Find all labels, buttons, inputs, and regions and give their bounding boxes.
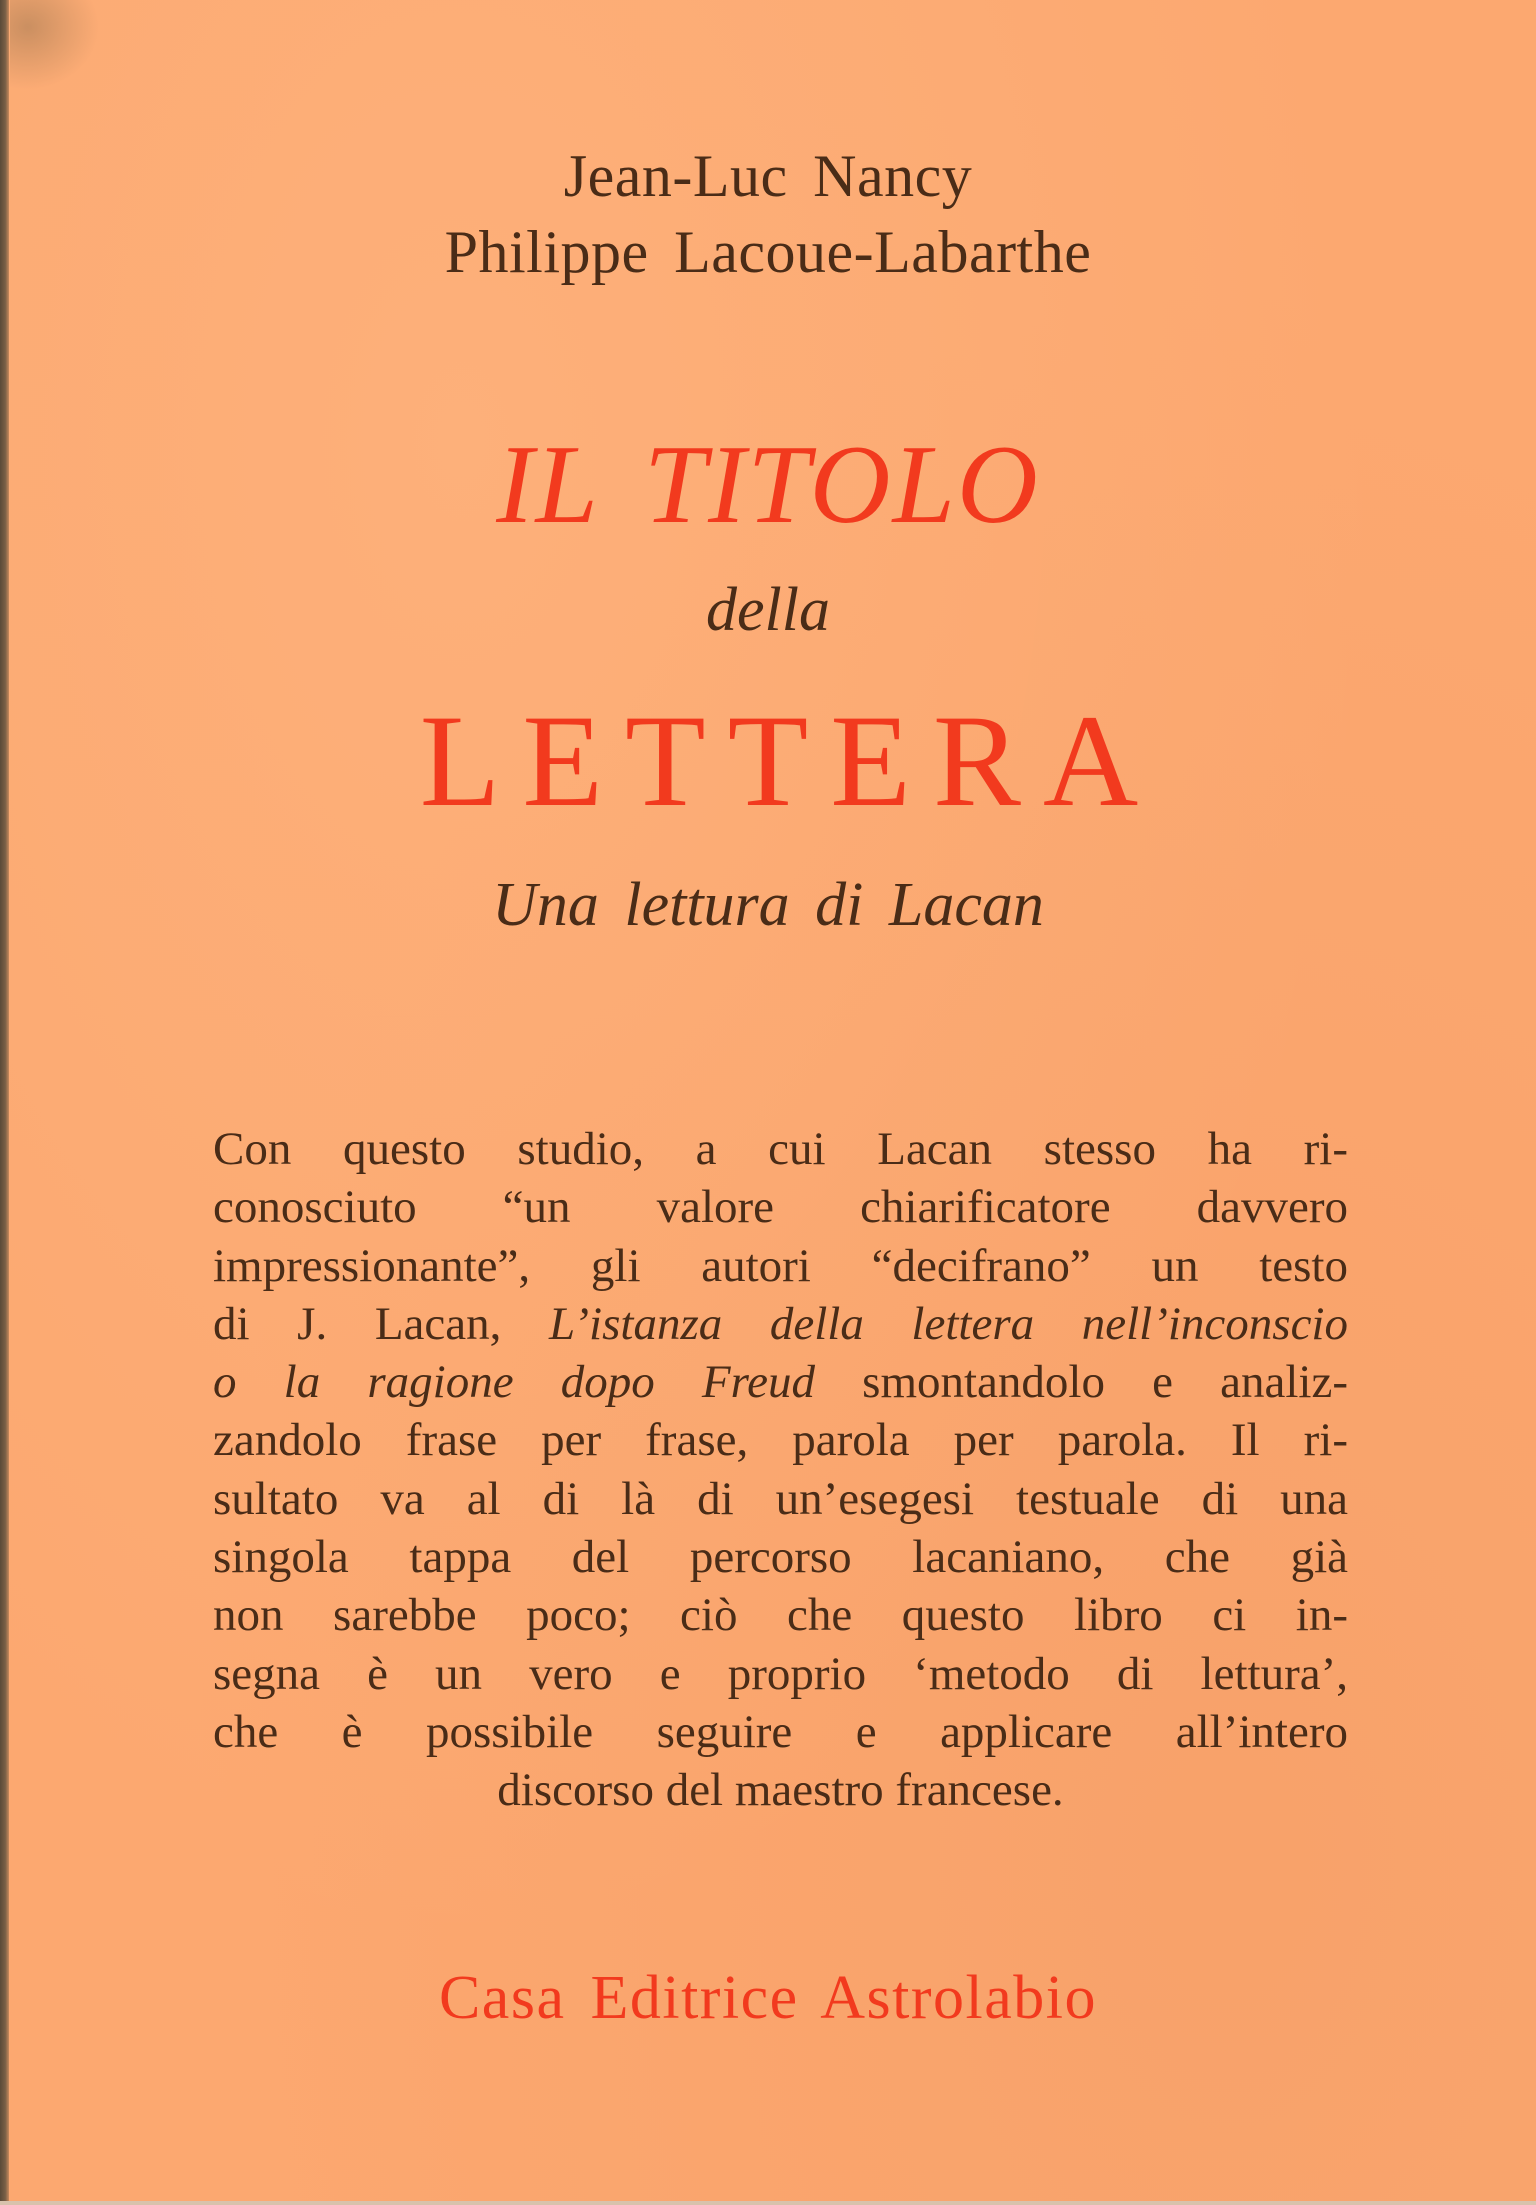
bottom-edge xyxy=(0,2201,1536,2205)
blurb-line xyxy=(213,1470,1348,1528)
blurb-text-run: non sarebbe poco; ciò che questo libro ci in- xyxy=(213,1589,1348,1642)
blurb-line xyxy=(213,1528,1348,1586)
title-line-1: IL TITOLO xyxy=(496,423,1040,547)
blurb-line xyxy=(213,1703,1348,1761)
blurb-italic-run: o la ragione dopo Freud xyxy=(213,1356,815,1409)
blurb-text-run: singola tappa del percorso lacaniano, che già xyxy=(213,1531,1348,1584)
blurb-text-run: discorso del maestro francese. xyxy=(497,1764,1064,1817)
blurb-text-run: Con questo studio, a cui Lacan stesso ha ri- xyxy=(213,1123,1348,1175)
spine-edge xyxy=(0,0,9,2205)
blurb-text-run: segna è un vero e proprio ‘metodo di lettura’, xyxy=(213,1647,1348,1700)
title-line-3: LETTERA xyxy=(419,687,1161,834)
blurb-text-run: impressionante”, gli autori “decifrano” un testo xyxy=(213,1239,1348,1292)
blurb-text-run: conosciuto “un valore chiarificatore davvero xyxy=(213,1181,1348,1234)
blurb-line xyxy=(213,1120,1348,1178)
blurb-line xyxy=(213,1178,1348,1236)
blurb-text-run: smontandolo e analiz- xyxy=(815,1356,1348,1409)
subtitle: Una lettura di Lacan xyxy=(492,871,1044,939)
authors-block xyxy=(0,138,1536,290)
back-blurb-paragraph xyxy=(213,1120,1348,1820)
blurb-line xyxy=(213,1761,1348,1819)
blurb-text-run: che è possibile seguire e applicare all’intero xyxy=(213,1705,1348,1758)
cover-wear-mark xyxy=(10,0,100,90)
blurb-text-run: sultato va al di là di un’esegesi testuale di una xyxy=(213,1472,1348,1525)
blurb-line xyxy=(213,1237,1348,1295)
publisher-name: Casa Editrice Astrolabio xyxy=(438,1964,1098,2032)
author-name: Philippe Lacoue-Labarthe xyxy=(444,219,1092,285)
blurb-text-run: zandolo frase per frase, parola per parola. Il ri- xyxy=(213,1414,1348,1467)
title-line-2: della xyxy=(706,576,830,644)
blurb-line xyxy=(213,1411,1348,1469)
blurb-line xyxy=(213,1353,1348,1411)
blurb-line xyxy=(213,1295,1348,1353)
blurb-line xyxy=(213,1645,1348,1703)
author-name: Jean-Luc Nancy xyxy=(563,143,973,209)
blurb-line xyxy=(213,1586,1348,1644)
blurb-italic-run: L’istanza della lettera nell’inconscio xyxy=(548,1297,1348,1350)
blurb-text-run: di J. Lacan, xyxy=(213,1297,549,1350)
